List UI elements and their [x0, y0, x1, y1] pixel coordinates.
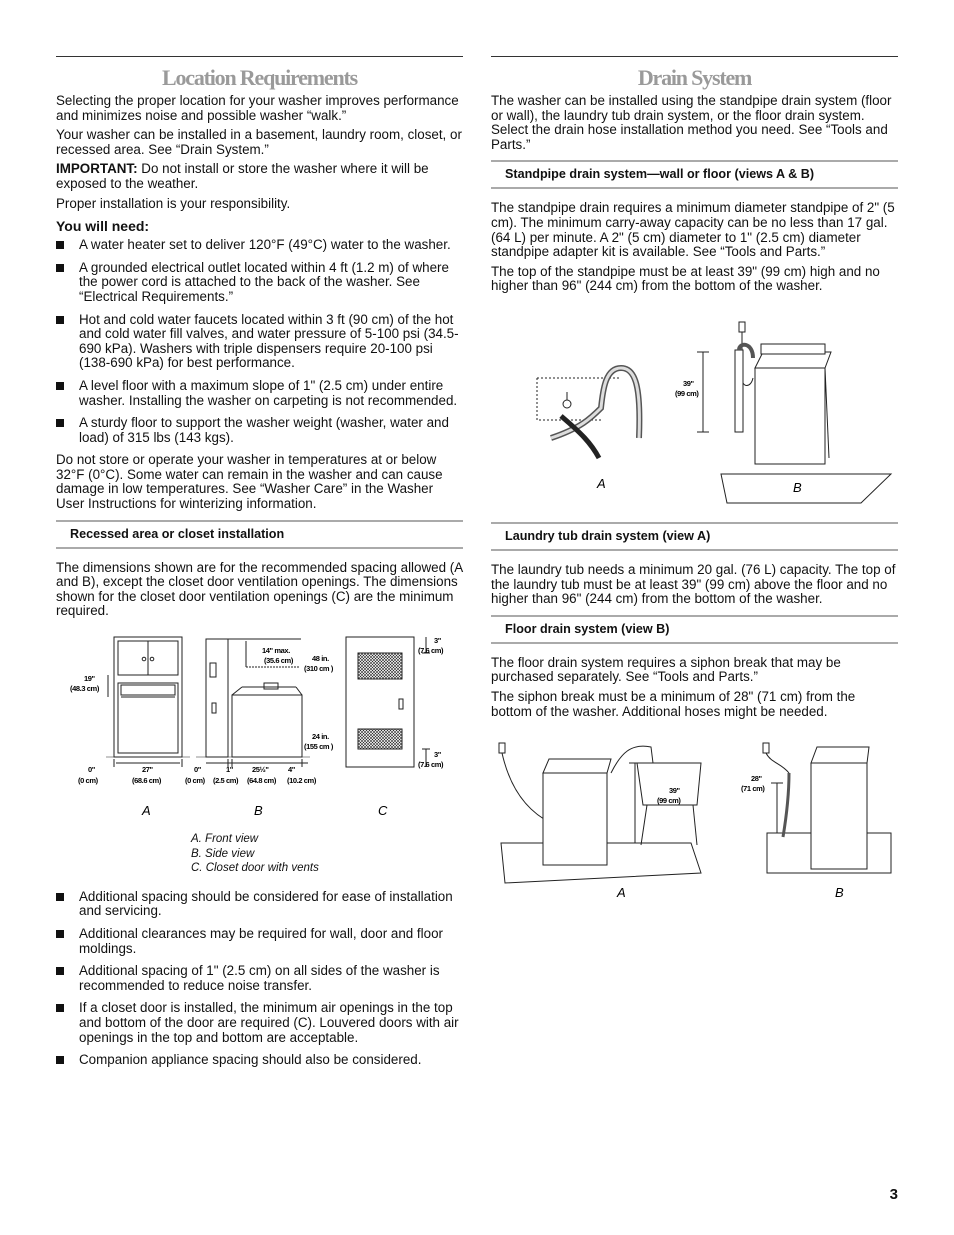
laundry-floor-diagram	[491, 733, 898, 903]
standpipe-diagram	[491, 308, 898, 518]
dim-27-cm-label: (68.6 cm)	[132, 776, 161, 786]
dim-19-cm-label: (48.3 cm)	[70, 684, 99, 694]
washer-b-body	[811, 763, 867, 869]
list-item-text: If a closet door is installed, the minimum air openings in the top and bottom of the door are required (C). Louvered doors with air openings in the top and bottom are acceptable.	[79, 1000, 459, 1045]
you-will-need-heading: You will need:	[56, 218, 150, 235]
drain-intro: The washer can be installed using the standpipe drain system (floor or wall), the laundry tub drain system, or the floor drain system. Select the drain hose installation method you need. See “Tools and Parts.”	[491, 93, 892, 152]
closet-installation-figure	[56, 633, 463, 828]
list-item	[56, 313, 463, 371]
dim-27-label: 27"	[142, 765, 153, 775]
list-item-text: Additional spacing should be considered for ease of installation and servicing.	[79, 888, 453, 919]
intro-paragraph-1: Selecting the proper location for your washer improves performance and minimizes noise and possible washer “walk.”	[56, 93, 459, 123]
standpipe-heading: Standpipe drain system—wall or floor (views A & B)	[491, 160, 898, 189]
legend-item-c: C. Closet door with vents	[191, 862, 319, 875]
standpipe-view-a-letter: A	[597, 475, 606, 491]
bullet-icon	[56, 241, 64, 249]
list-item-text: Additional clearances may be required for wall, door and floor moldings.	[79, 926, 443, 956]
standpipe-text-2: The top of the standpipe must be at least 39" (99 cm) high and no higher than 96" (244 cm) from the bottom of the washer.	[491, 263, 880, 294]
standpipe-dim-cm-label: (99 cm)	[675, 388, 699, 398]
bullet-icon	[56, 264, 64, 272]
standpipe-text-1: The standpipe drain requires a minimum diameter standpipe of 2" (5 cm). The minimum carry-away capacity can be no less than 17 gal. (64 L) per minute. A 2" (5 cm) diameter to 1" (2.5 cm) diameter standpipe adapter kit is available. See “Tools and Parts.”	[491, 200, 895, 260]
bullet-icon	[56, 316, 64, 324]
dim-3bot-cm-label: (7.6 cm)	[418, 760, 444, 770]
dim-0a-label: 0"	[88, 765, 95, 775]
dim-3top-label: 3"	[434, 636, 441, 646]
view-c-letter: C	[378, 803, 388, 819]
page-number: 3	[889, 1186, 898, 1203]
figure-legend	[191, 832, 463, 876]
responsibility-paragraph: Proper installation is your responsibility.	[56, 195, 291, 211]
floor-drain-heading: Floor drain system (view B)	[491, 615, 898, 644]
list-item	[56, 927, 463, 956]
list-item-text: A grounded electrical outlet located within 4 ft (1.2 m) of where the power cord is attached to the back of the washer. See “Electrical Requirements.”	[79, 259, 449, 304]
dim-4-cm-label: (10.2 cm)	[287, 776, 316, 786]
washer-a-body	[543, 773, 607, 865]
view-a-letter: A	[142, 803, 151, 819]
dim-19-label: 19"	[84, 674, 95, 684]
floor-drain-dim-cm-label: (71 cm)	[741, 784, 765, 794]
bullet-icon	[56, 930, 64, 938]
list-item	[56, 238, 463, 253]
standpipe-view-b-letter: B	[793, 479, 802, 495]
bullet-icon	[56, 419, 64, 427]
dim-0b-label: 0"	[194, 765, 201, 775]
list-item-text: A sturdy floor to support the washer weight (washer, water and load) of 315 lbs (143 kgs).	[79, 415, 449, 445]
floor-view-b-letter: B	[835, 885, 844, 901]
view-b-letter: B	[254, 803, 263, 819]
washer-body	[755, 368, 825, 464]
location-requirements-title: Location Requirements	[162, 65, 357, 90]
dim-48-cm-label: (310 cm )	[304, 664, 333, 674]
list-item	[56, 964, 463, 993]
drain-system-title: Drain System	[637, 65, 752, 90]
floor-drain-text-1: The floor drain system requires a siphon break that may be purchased separately. See “Tools and Parts.”	[491, 654, 841, 685]
floor-drain-text-2: The siphon break must be a minimum of 28" (71 cm) from the bottom of the washer. Additional hoses might be needed.	[491, 688, 856, 719]
dim-0b-cm-label: (0 cm)	[185, 776, 205, 786]
intro-paragraph-2: Your washer can be installed in a basement, laundry room, closet, or recessed area. See “Drain System.”	[56, 127, 462, 157]
laundry-tub-heading: Laundry tub drain system (view A)	[491, 522, 898, 551]
top-rule	[56, 56, 463, 57]
laundry-dim-cm-label: (99 cm)	[657, 796, 681, 806]
recessed-area-heading: Recessed area or closet installation	[56, 520, 463, 549]
bullet-icon	[56, 967, 64, 975]
laundry-floor-figure	[491, 733, 898, 903]
laundry-tub-text: The laundry tub needs a minimum 20 gal. (76 L) capacity. The top of the laundry tub must be at least 39" (99 cm) above the floor and no higher than 96" (244 cm) from the bottom of the washer.	[491, 561, 896, 607]
list-item-text: A water heater set to deliver 120°F (49°C) water to the washer.	[79, 237, 451, 253]
top-rule	[491, 56, 898, 57]
important-label: IMPORTANT:	[56, 161, 138, 177]
list-item	[56, 379, 463, 408]
recessed-area-text: The dimensions shown are for the recommended spacing allowed (A and B), except the closet door ventilation openings. The dimensions shown for the closet door ventilation openings (C) are the minimum required.	[56, 559, 463, 619]
dim-0a-cm-label: (0 cm)	[78, 776, 98, 786]
bottom-vent	[358, 729, 402, 749]
important-text: Do not install or store the washer where it will be exposed to the weather.	[56, 161, 429, 191]
important-paragraph	[56, 162, 463, 191]
dim-14-cm-label: (35.6 cm)	[264, 656, 293, 666]
list-item-text: Additional spacing of 1" (2.5 cm) on all sides of the washer is recommended to reduce noise transfer.	[79, 963, 440, 993]
additional-spacing-list	[56, 890, 463, 1068]
list-item	[56, 890, 463, 919]
list-item	[56, 416, 463, 445]
drain-system-column	[491, 56, 898, 903]
bullet-icon	[56, 893, 64, 901]
dim-24-label: 24 in.	[312, 732, 329, 742]
location-requirements-column	[56, 56, 463, 1076]
dim-4-label: 4"	[288, 765, 295, 775]
dim-25-cm-label: (64.8 cm)	[247, 776, 276, 786]
dim-3bot-label: 3"	[434, 750, 441, 760]
laundry-dim-label: 39"	[669, 786, 680, 796]
list-item	[56, 1001, 463, 1045]
dim-14-label: 14" max.	[262, 646, 290, 656]
standpipe	[735, 350, 743, 432]
floor-drain-dim-label: 28"	[751, 774, 762, 784]
standpipe-dim-label: 39"	[683, 378, 694, 388]
dim-1-cm-label: (2.5 cm)	[213, 776, 239, 786]
bullet-icon	[56, 1004, 64, 1012]
legend-item-b: B. Side view	[191, 847, 255, 860]
side-view-wall	[206, 639, 228, 757]
top-vent	[358, 653, 402, 679]
list-item	[56, 1053, 463, 1068]
needs-list	[56, 238, 463, 445]
list-item-text: Companion appliance spacing should also be considered.	[79, 1052, 422, 1068]
standpipe-figure	[491, 308, 898, 518]
dim-24-cm-label: (155 cm )	[304, 742, 333, 752]
legend-item-a: A. Front view	[191, 833, 259, 846]
list-item-text: A level floor with a maximum slope of 1" (2.5 cm) under entire washer. Installing the washer on carpeting is not recommended.	[79, 377, 458, 408]
dim-25-label: 25½"	[252, 765, 269, 775]
list-item	[56, 261, 463, 305]
laundry-view-a-letter: A	[617, 885, 626, 901]
temperature-note: Do not store or operate your washer in temperatures at or below 32°F (0°C). Some water can remain in the washer and can cause damage in low temperatures. See “Washer Care” in the Washer User Instructions for winterizing information.	[56, 452, 443, 512]
bullet-icon	[56, 382, 64, 390]
outlet	[739, 322, 745, 332]
dim-3top-cm-label: (7.6 cm)	[418, 646, 444, 656]
dim-1-label: 1"	[226, 765, 233, 775]
bullet-icon	[56, 1056, 64, 1064]
closet-installation-diagram	[56, 633, 463, 828]
list-item-text: Hot and cold water faucets located within 3 ft (90 cm) of the hot and cold water fill valves, and water pressure of 5-100 psi (34.5-690 kPa). Washers with triple dispensers require 20-100 psi (138-690 kPa) for best performance.	[79, 311, 459, 371]
dim-48-label: 48 in.	[312, 654, 329, 664]
